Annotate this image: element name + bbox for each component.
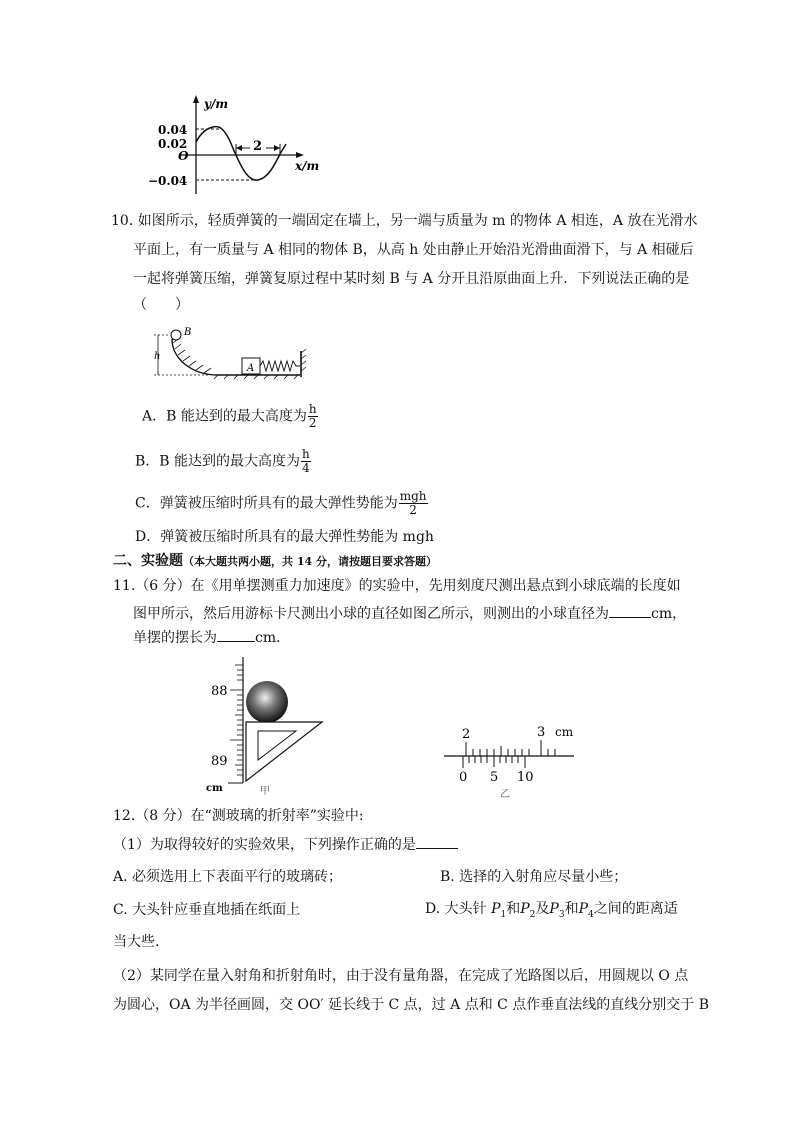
q12-line1: 12.（8 分）在“测玻璃的折射率”实验中: xyxy=(113,808,364,824)
tick-neg004: −0.04 xyxy=(148,174,188,188)
q12-option-d: D. 大头针 $P_1$和$P_2$及$P_3$和$P_4$之间的距离适 xyxy=(425,901,678,920)
q12-sub2-line2: 为圆心，OA 为半径画圆，交 OO′ 延长线于 C 点，过 A 点和 C 点作垂直法线的直线分别交于 B xyxy=(113,997,710,1013)
tick-89: 89 xyxy=(211,754,228,769)
ruler-ticks xyxy=(230,665,243,775)
label-A: A xyxy=(247,363,255,374)
q10-line3: 一起将弹簧压缩，弹簧复原过程中某时刻 B 与 A 分开且沿原曲面上升．下列说法正确的是 xyxy=(133,271,690,287)
pendulum-ball xyxy=(246,681,288,723)
q12-choice-blank[interactable] xyxy=(416,834,458,849)
q10-answer-paren: （ ） xyxy=(133,297,189,313)
wavelength-label: 2 xyxy=(253,139,263,154)
q12-option-b: B. 选择的入射角应尽量小些； xyxy=(440,869,628,885)
vernier-10: 10 xyxy=(517,770,534,785)
label-B: B xyxy=(184,327,192,338)
q10-option-b: B．B 能达到的最大高度为 $\frac{h}{4}$ xyxy=(135,447,310,475)
x-axis-label: x/m xyxy=(295,159,320,173)
q10-option-a: A．B 能达到的最大高度为 $\frac{h}{2}$ xyxy=(142,402,317,430)
vernier-figure-yi xyxy=(440,722,580,800)
vernier-scale-ticks xyxy=(463,756,525,768)
wave-figure xyxy=(140,92,340,200)
q12-option-a: A. 必须选用上下表面平行的玻璃砖； xyxy=(113,869,343,885)
y-axis-label: y/m xyxy=(204,97,229,111)
q11-line2: 图甲所示，然后用游标卡尺测出小球的直径如图乙所示，则测出的小球直径为 cm， xyxy=(133,603,686,624)
section2-heading: 二、实验题（本大题共两小题，共 14 分，请按题目要求答题） xyxy=(113,553,437,569)
main-scale-ticks xyxy=(466,740,555,756)
vernier-unit: cm xyxy=(555,725,574,739)
main-tick-2: 2 xyxy=(462,727,471,742)
q10-line2: 平面上，有一质量与 A 相同的物体 B，从高 h 处由静止开始沿光滑曲面滑下，与 A 相碰后 xyxy=(133,242,694,258)
wave-curve xyxy=(196,127,286,180)
caption-yi: 乙 xyxy=(500,789,510,800)
ruler-unit: cm xyxy=(206,783,223,794)
q12-sub1: （1）为取得较好的实验效果，下列操作正确的是 xyxy=(113,834,458,855)
ruler-figure-jia xyxy=(200,655,330,797)
q10-line1: 10. 如图所示，轻质弹簧的一端固定在墙上，另一端与质量为 m 的物体 A 相连，A 放在光滑水 xyxy=(111,213,698,229)
q11-length-blank[interactable] xyxy=(217,627,255,642)
q10-option-c: C．弹簧被压缩时所具有的最大弹性势能为 $\frac{\text{mgh}}{2}$ xyxy=(135,489,427,517)
caption-jia: 甲 xyxy=(260,786,270,797)
label-h: h xyxy=(154,351,161,362)
main-tick-3: 3 xyxy=(537,725,546,740)
slope-spring-figure xyxy=(148,325,310,383)
tick-origin: O xyxy=(178,149,189,163)
q12-option-c: C. 大头针应垂直地插在纸面上 xyxy=(113,902,301,918)
q11-line1: 11.（6 分）在《用单摆测重力加速度》的实验中，先用刻度尺测出悬点到小球底端的长度如 xyxy=(113,578,681,594)
vernier-0: 0 xyxy=(459,770,468,785)
tick-88: 88 xyxy=(211,684,228,699)
q12-option-d-cont: 当大些. xyxy=(113,934,160,950)
q11-diameter-blank[interactable] xyxy=(609,603,651,618)
vernier-5: 5 xyxy=(490,770,499,785)
tick-004: 0.04 xyxy=(158,123,188,137)
q10-option-d: D．弹簧被压缩时所具有的最大弹性势能为 mgh xyxy=(135,529,434,545)
q12-sub2-line1: （2）某同学在量入射角和折射角时，由于没有量角器，在完成了光路图以后，用圆规以 O 点 xyxy=(113,968,689,984)
q11-line3: 单摆的摆长为 cm． xyxy=(133,627,290,648)
tick-002: 0.02 xyxy=(158,137,188,151)
